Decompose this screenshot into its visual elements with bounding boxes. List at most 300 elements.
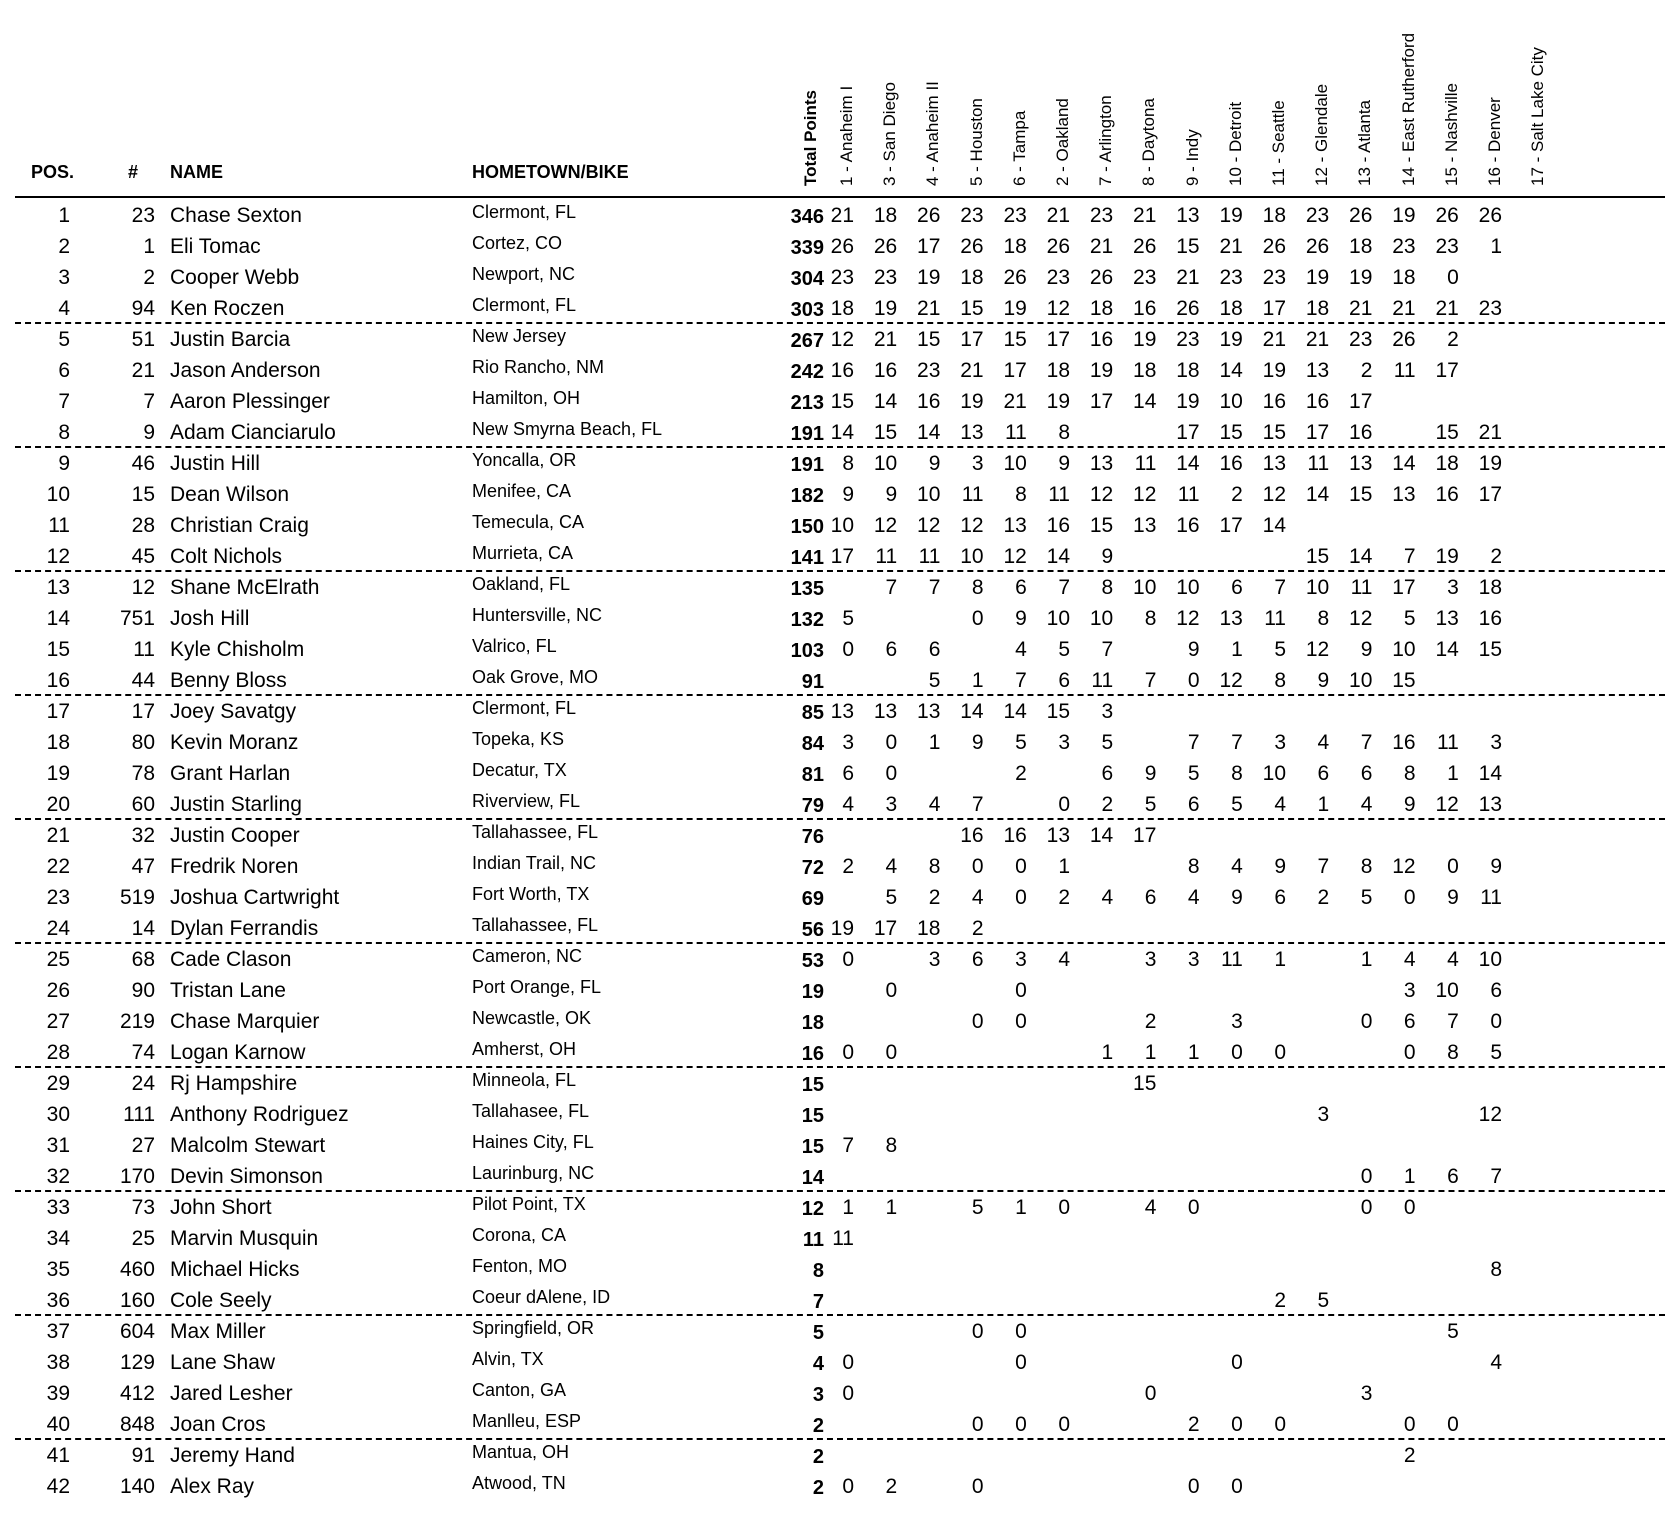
round-points: 12 xyxy=(1262,483,1286,506)
rider-number: 60 xyxy=(131,793,155,816)
rider-hometown: Topeka, KS xyxy=(472,729,565,749)
rider-name: Cade Clason xyxy=(170,948,292,971)
round-points: 5 xyxy=(1317,1289,1330,1312)
round-points: 2 xyxy=(1058,886,1070,909)
round-points: 11 xyxy=(1177,483,1200,506)
rider-name: Colt Nichols xyxy=(170,545,283,568)
round-points: 4 xyxy=(1490,1351,1502,1374)
rider-position: 23 xyxy=(46,886,70,909)
round-points: 18 xyxy=(917,917,941,940)
rider-name: Justin Barcia xyxy=(170,328,291,351)
round-points: 7 xyxy=(885,576,898,599)
rider-total-points: 19 xyxy=(801,981,824,1003)
rider-number: 78 xyxy=(131,762,155,785)
rider-name: Grant Harlan xyxy=(170,762,291,785)
round-points: 16 xyxy=(1349,421,1373,444)
round-points: 13 xyxy=(830,700,854,723)
round-points: 4 xyxy=(1447,948,1459,971)
table-row xyxy=(0,603,1674,634)
rider-number: 32 xyxy=(131,824,155,847)
round-points: 8 xyxy=(1231,762,1243,785)
rider-name: Aaron Plessinger xyxy=(170,390,330,413)
rider-hometown: Oak Grove, MO xyxy=(472,667,599,687)
round-points: 0 xyxy=(1231,1351,1243,1374)
round-points: 4 xyxy=(1231,855,1243,878)
rider-total-points: 15 xyxy=(801,1136,824,1158)
round-points: 17 xyxy=(873,917,898,940)
round-points: 12 xyxy=(830,328,854,351)
rider-name: Marvin Musquin xyxy=(170,1227,319,1250)
rider-name: Shane McElrath xyxy=(170,576,320,599)
header-round: 6 - Tampa xyxy=(1009,110,1029,186)
rider-total-points: 8 xyxy=(812,1260,824,1282)
round-points: 2 xyxy=(842,855,854,878)
round-points: 11 xyxy=(961,483,984,506)
rider-hometown: Springfield, OR xyxy=(472,1318,595,1338)
rider-total-points: 191 xyxy=(790,454,824,476)
round-points: 16 xyxy=(1305,390,1330,413)
round-points: 3 xyxy=(1447,576,1459,599)
round-points: 14 xyxy=(1262,514,1286,537)
round-points: 16 xyxy=(873,359,898,382)
rider-total-points: 14 xyxy=(801,1167,824,1189)
round-points: 13 xyxy=(1003,514,1027,537)
round-points: 4 xyxy=(842,793,854,816)
header-round: 11 - Seattle xyxy=(1269,100,1288,186)
round-points: 9 xyxy=(842,483,854,506)
round-points: 6 xyxy=(1187,793,1200,816)
table-row xyxy=(0,572,1674,603)
table-row xyxy=(0,1254,1674,1285)
table-row xyxy=(0,479,1674,510)
round-points: 19 xyxy=(1003,297,1027,320)
round-points: 19 xyxy=(1219,204,1243,227)
rider-hometown: Murrieta, CA xyxy=(472,543,574,563)
round-points: 10 xyxy=(1089,607,1114,630)
round-points: 18 xyxy=(1089,297,1114,320)
rider-total-points: 339 xyxy=(790,237,824,259)
round-points: 18 xyxy=(1003,235,1027,258)
round-points: 2 xyxy=(1187,1413,1200,1436)
round-points: 19 xyxy=(1392,204,1416,227)
round-points: 18 xyxy=(1133,359,1157,382)
rider-position: 32 xyxy=(46,1165,70,1188)
round-points: 12 xyxy=(1176,607,1200,630)
round-points: 6 xyxy=(1231,576,1243,599)
rider-hometown: Decatur, TX xyxy=(472,760,567,780)
rider-number: 412 xyxy=(119,1382,155,1405)
rider-hometown: Coeur dAlene, ID xyxy=(472,1287,611,1307)
rider-position: 7 xyxy=(58,390,70,413)
rider-number: 47 xyxy=(131,855,155,878)
round-points: 8 xyxy=(971,576,984,599)
table-row xyxy=(0,851,1674,882)
round-points: 0 xyxy=(1231,1475,1243,1498)
header-round: 4 - Anaheim II xyxy=(923,81,943,186)
rider-hometown: New Jersey xyxy=(472,326,567,346)
table-row xyxy=(0,1130,1674,1161)
round-points: 17 xyxy=(1305,421,1330,444)
round-points: 10 xyxy=(1046,607,1070,630)
round-points: 19 xyxy=(830,917,854,940)
round-points: 3 xyxy=(1187,948,1200,971)
round-points: 23 xyxy=(1478,297,1502,320)
rider-total-points: 304 xyxy=(790,268,824,290)
round-points: 7 xyxy=(1317,855,1330,878)
round-points: 19 xyxy=(1478,452,1502,475)
rider-total-points: 141 xyxy=(790,547,824,569)
rider-number: 21 xyxy=(131,359,155,382)
rider-position: 26 xyxy=(46,979,70,1002)
round-points: 13 xyxy=(1392,483,1416,506)
rider-hometown: Yoncalla, OR xyxy=(472,450,577,470)
round-points: 5 xyxy=(1187,762,1200,785)
round-points: 15 xyxy=(1176,235,1200,258)
table-row xyxy=(0,386,1674,417)
rider-hometown: Amherst, OH xyxy=(472,1039,577,1059)
round-points: 7 xyxy=(842,1134,854,1157)
rider-name: Dean Wilson xyxy=(170,483,290,506)
header-round: 3 - San Diego xyxy=(880,82,900,186)
round-points: 0 xyxy=(842,1041,854,1064)
round-points: 1 xyxy=(971,669,984,692)
round-points: 4 xyxy=(885,855,898,878)
round-points: 15 xyxy=(1349,483,1373,506)
round-points: 4 xyxy=(1274,793,1286,816)
round-points: 12 xyxy=(1392,855,1416,878)
group-divider xyxy=(15,694,1665,696)
table-row xyxy=(0,789,1674,820)
rider-name: Justin Hill xyxy=(170,452,260,475)
rider-total-points: 15 xyxy=(801,1074,824,1096)
rider-name: Joey Savatgy xyxy=(170,700,297,723)
round-points: 8 xyxy=(1015,483,1027,506)
rider-hometown: Cortez, CO xyxy=(472,233,563,253)
rider-hometown: Fenton, MO xyxy=(472,1256,568,1276)
table-row xyxy=(0,1378,1674,1409)
round-points: 26 xyxy=(1089,266,1114,289)
round-points: 17 xyxy=(1262,297,1286,320)
round-points: 17 xyxy=(917,235,941,258)
round-points: 0 xyxy=(842,1475,854,1498)
round-points: 8 xyxy=(1490,1258,1502,1281)
rider-position: 37 xyxy=(46,1320,70,1343)
round-points: 4 xyxy=(928,793,941,816)
round-points: 15 xyxy=(917,328,941,351)
rider-position: 11 xyxy=(48,514,70,537)
round-points: 18 xyxy=(1478,576,1502,599)
group-divider xyxy=(15,322,1665,324)
round-points: 14 xyxy=(1305,483,1330,506)
round-points: 21 xyxy=(917,297,941,320)
rider-hometown: Rio Rancho, NM xyxy=(472,357,605,377)
round-points: 18 xyxy=(1262,204,1286,227)
rider-total-points: 132 xyxy=(790,609,824,631)
round-points: 26 xyxy=(873,235,898,258)
round-points: 0 xyxy=(1360,1165,1373,1188)
rider-name: Malcolm Stewart xyxy=(170,1134,326,1157)
round-points: 6 xyxy=(842,762,854,785)
round-points: 15 xyxy=(1305,545,1330,568)
round-points: 26 xyxy=(1478,204,1502,227)
round-points: 2 xyxy=(1144,1010,1157,1033)
rider-total-points: 12 xyxy=(801,1198,824,1220)
round-points: 3 xyxy=(971,452,984,475)
header-pos: POS. xyxy=(31,162,75,182)
round-points: 13 xyxy=(917,700,941,723)
round-points: 3 xyxy=(885,793,898,816)
table-row xyxy=(0,541,1674,572)
rider-number: 111 xyxy=(123,1103,155,1126)
round-points: 0 xyxy=(971,855,984,878)
table-row xyxy=(0,727,1674,758)
round-points: 0 xyxy=(885,762,898,785)
round-points: 11 xyxy=(1307,452,1330,475)
round-points: 0 xyxy=(1187,1196,1200,1219)
round-points: 7 xyxy=(971,793,984,816)
round-points: 12 xyxy=(1046,297,1070,320)
round-points: 1 xyxy=(1187,1041,1200,1064)
table-row xyxy=(0,1285,1674,1316)
rider-total-points: 2 xyxy=(812,1415,824,1437)
rider-hometown: Port Orange, FL xyxy=(472,977,602,997)
round-points: 8 xyxy=(928,855,941,878)
round-points: 7 xyxy=(1403,545,1416,568)
round-points: 26 xyxy=(1435,204,1459,227)
round-points: 17 xyxy=(1219,514,1243,537)
round-points: 15 xyxy=(1089,514,1114,537)
round-points: 18 xyxy=(1392,266,1416,289)
round-points: 6 xyxy=(1317,762,1330,785)
round-points: 16 xyxy=(960,824,984,847)
rider-position: 41 xyxy=(46,1444,70,1467)
rider-number: 80 xyxy=(131,731,155,754)
round-points: 12 xyxy=(1133,483,1157,506)
rider-position: 3 xyxy=(58,266,70,289)
round-points: 5 xyxy=(1144,793,1157,816)
round-points: 8 xyxy=(1058,421,1070,444)
rider-name: Dylan Ferrandis xyxy=(170,917,319,940)
round-points: 8 xyxy=(1144,607,1157,630)
round-points: 19 xyxy=(1133,328,1157,351)
round-points: 0 xyxy=(1187,669,1200,692)
round-points: 6 xyxy=(1274,886,1286,909)
rider-position: 21 xyxy=(46,824,70,847)
rider-number: 27 xyxy=(131,1134,155,1157)
round-points: 0 xyxy=(1274,1413,1286,1436)
round-points: 19 xyxy=(960,390,984,413)
rider-name: Jared Lesher xyxy=(170,1382,293,1405)
round-points: 4 xyxy=(1015,638,1027,661)
round-points: 15 xyxy=(1392,669,1416,692)
rider-total-points: 69 xyxy=(801,888,824,910)
rider-number: 848 xyxy=(119,1413,155,1436)
round-points: 15 xyxy=(960,297,984,320)
round-points: 12 xyxy=(1478,1103,1502,1126)
round-points: 9 xyxy=(1144,762,1157,785)
rider-name: Kevin Moranz xyxy=(170,731,299,754)
round-points: 19 xyxy=(1349,266,1373,289)
round-points: 0 xyxy=(1403,1413,1416,1436)
round-points: 1 xyxy=(1144,1041,1157,1064)
round-points: 16 xyxy=(1133,297,1157,320)
rider-position: 36 xyxy=(46,1289,70,1312)
round-points: 9 xyxy=(1447,886,1459,909)
round-points: 26 xyxy=(917,204,941,227)
round-points: 18 xyxy=(1219,297,1243,320)
round-points: 19 xyxy=(873,297,898,320)
round-points: 8 xyxy=(1274,669,1286,692)
rider-hometown: Canton, GA xyxy=(472,1380,567,1400)
table-row xyxy=(0,1068,1674,1099)
round-points: 26 xyxy=(1003,266,1027,289)
header-round: 8 - Daytona xyxy=(1139,98,1159,186)
round-points: 12 xyxy=(917,514,941,537)
round-points: 14 xyxy=(1003,700,1027,723)
round-points: 10 xyxy=(1305,576,1330,599)
round-points: 2 xyxy=(885,1475,898,1498)
round-points: 7 xyxy=(1144,669,1157,692)
header-hometown: HOMETOWN/BIKE xyxy=(472,162,629,182)
header-rule xyxy=(15,196,1665,198)
round-points: 9 xyxy=(1490,855,1502,878)
rider-number: 51 xyxy=(131,328,155,351)
round-points: 15 xyxy=(1435,421,1459,444)
group-divider xyxy=(15,1314,1665,1316)
round-points: 16 xyxy=(1176,514,1200,537)
round-points: 26 xyxy=(1349,204,1373,227)
round-points: 11 xyxy=(918,545,941,568)
round-points: 15 xyxy=(873,421,898,444)
round-points: 2 xyxy=(1447,328,1459,351)
rider-position: 20 xyxy=(46,793,70,816)
round-points: 15 xyxy=(1003,328,1027,351)
rider-hometown: Mantua, OH xyxy=(472,1442,570,1462)
rider-total-points: 15 xyxy=(801,1105,824,1127)
rider-hometown: Tallahassee, FL xyxy=(472,915,599,935)
round-points: 1 xyxy=(885,1196,898,1219)
round-points: 21 xyxy=(1478,421,1502,444)
round-points: 19 xyxy=(1046,390,1070,413)
rider-number: 2 xyxy=(143,266,155,289)
round-points: 11 xyxy=(1048,483,1070,506)
rider-total-points: 84 xyxy=(801,733,824,755)
rider-hometown: Clermont, FL xyxy=(472,202,577,222)
round-points: 21 xyxy=(1089,235,1114,258)
rider-number: 45 xyxy=(131,545,155,568)
table-row xyxy=(0,1223,1674,1254)
table-row xyxy=(0,1192,1674,1223)
rider-total-points: 11 xyxy=(802,1229,824,1251)
round-points: 23 xyxy=(830,266,854,289)
round-points: 16 xyxy=(1392,731,1416,754)
round-points: 14 xyxy=(1435,638,1459,661)
rider-total-points: 16 xyxy=(801,1043,824,1065)
round-points: 23 xyxy=(1176,328,1200,351)
header-round: 17 - Salt Lake City xyxy=(1528,47,1548,186)
round-points: 14 xyxy=(1176,452,1200,475)
round-points: 1 xyxy=(1490,235,1502,258)
round-points: 3 xyxy=(1015,948,1027,971)
round-points: 17 xyxy=(1089,390,1114,413)
table-row xyxy=(0,913,1674,944)
header-round: 9 - Indy xyxy=(1182,129,1202,186)
round-points: 6 xyxy=(1015,576,1027,599)
group-divider xyxy=(15,1066,1665,1068)
round-points: 15 xyxy=(1262,421,1286,444)
round-points: 21 xyxy=(1392,297,1416,320)
rider-total-points: 267 xyxy=(790,330,824,352)
round-points: 1 xyxy=(842,1196,854,1219)
rider-total-points: 242 xyxy=(790,361,824,383)
round-points: 16 xyxy=(1089,328,1114,351)
round-points: 23 xyxy=(960,204,984,227)
rider-hometown: New Smyrna Beach, FL xyxy=(472,419,663,439)
round-points: 0 xyxy=(1187,1475,1200,1498)
round-points: 4 xyxy=(1360,793,1373,816)
rider-hometown: Cameron, NC xyxy=(472,946,583,966)
round-points: 3 xyxy=(1231,1010,1243,1033)
table-row xyxy=(0,1409,1674,1440)
round-points: 5 xyxy=(1360,886,1373,909)
rider-total-points: 56 xyxy=(801,919,824,941)
round-points: 6 xyxy=(885,638,898,661)
rider-position: 9 xyxy=(58,452,70,475)
round-points: 0 xyxy=(842,638,854,661)
round-points: 10 xyxy=(873,452,898,475)
round-points: 1 xyxy=(1101,1041,1114,1064)
rider-name: Adam Cianciarulo xyxy=(170,421,336,444)
table-row xyxy=(0,448,1674,479)
rider-position: 8 xyxy=(58,421,70,444)
round-points: 5 xyxy=(1058,638,1070,661)
rider-position: 10 xyxy=(46,483,70,506)
round-points: 9 xyxy=(1058,452,1070,475)
round-points: 9 xyxy=(1015,607,1027,630)
round-points: 23 xyxy=(1003,204,1027,227)
round-points: 18 xyxy=(873,204,898,227)
round-points: 16 xyxy=(1435,483,1459,506)
round-points: 5 xyxy=(1101,731,1114,754)
rider-hometown: Laurinburg, NC xyxy=(472,1163,595,1183)
round-points: 10 xyxy=(1392,638,1416,661)
round-points: 0 xyxy=(1231,1413,1243,1436)
table-row xyxy=(0,1316,1674,1347)
round-points: 2 xyxy=(1274,1289,1286,1312)
round-points: 23 xyxy=(1392,235,1416,258)
round-points: 2 xyxy=(1317,886,1330,909)
table-row xyxy=(0,417,1674,448)
rider-number: 15 xyxy=(131,483,155,506)
rider-total-points: 91 xyxy=(801,671,824,693)
round-points: 0 xyxy=(1403,1196,1416,1219)
round-points: 2 xyxy=(971,917,984,940)
round-points: 21 xyxy=(830,204,854,227)
round-points: 15 xyxy=(1046,700,1070,723)
rider-number: 9 xyxy=(143,421,155,444)
rider-total-points: 72 xyxy=(801,857,824,879)
round-points: 7 xyxy=(1101,638,1114,661)
round-points: 8 xyxy=(1101,576,1114,599)
round-points: 13 xyxy=(1046,824,1070,847)
round-points: 9 xyxy=(1360,638,1373,661)
round-points: 14 xyxy=(960,700,984,723)
rider-number: 17 xyxy=(131,700,155,723)
rider-hometown: Newport, NC xyxy=(472,264,576,284)
round-points: 2 xyxy=(1403,1444,1416,1467)
rider-hometown: Huntersville, NC xyxy=(472,605,603,625)
rider-number: 28 xyxy=(131,514,155,537)
